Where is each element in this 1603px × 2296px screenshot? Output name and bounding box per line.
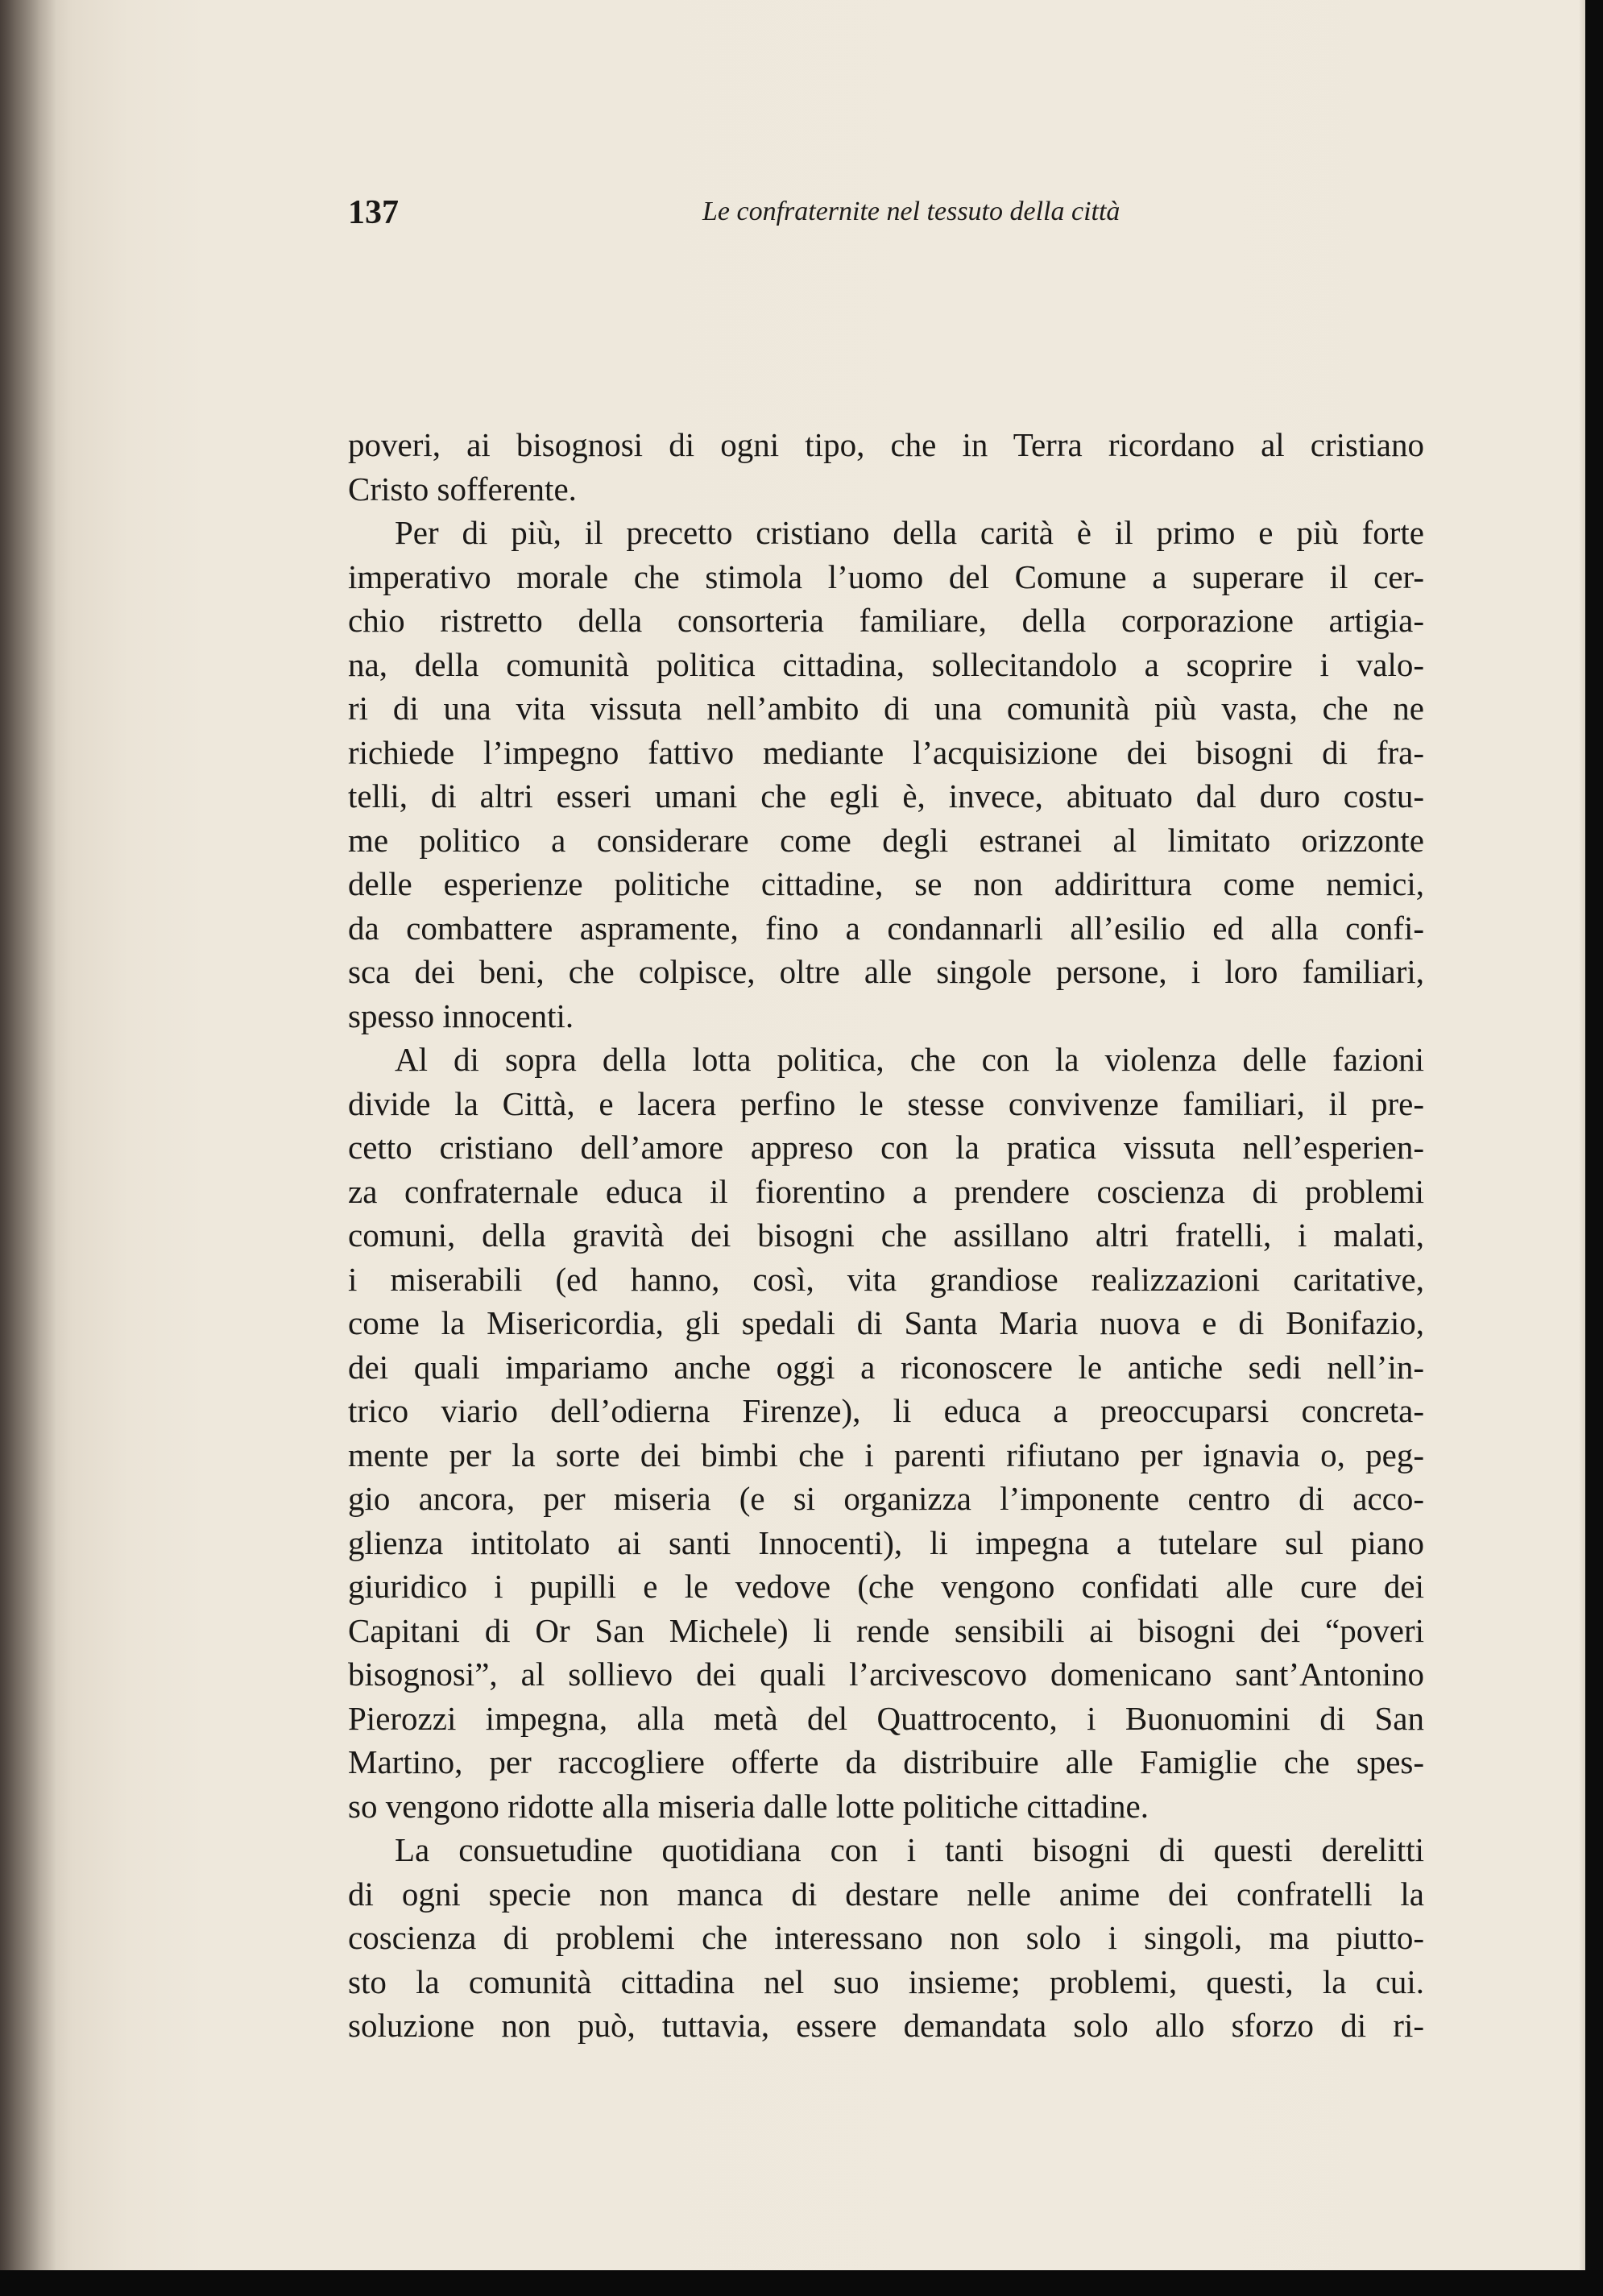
text-line: gio ancora, per miseria (e si organizza l’imponente centro di acco- (348, 1480, 1424, 1517)
text-line: richiede l’impegno fattivo mediante l’acquisizione dei bisogni di fra- (348, 733, 1424, 771)
text-line: cetto cristiano dell’amore appreso con la pratica vissuta nell’esperien- (348, 1129, 1424, 1166)
text-line: trico viario dell’odierna Firenze), li educa a preoccuparsi concreta- (348, 1392, 1424, 1429)
text-line: coscienza di problemi che interessano non solo i singoli, ma piutto- (348, 1919, 1424, 1956)
text-line: delle esperienze politiche cittadine, se non addirittura come nemici, (348, 865, 1424, 902)
text-line: giuridico i pupilli e le vedove (che vengono confidati alle cure dei (348, 1568, 1424, 1605)
text-line: Pierozzi impegna, alla metà del Quattrocento, i Buonuomini di San (348, 1699, 1424, 1737)
text-line: come la Misericordia, gli spedali di Santa Maria nuova e di Bonifazio, (348, 1304, 1424, 1341)
body-text (348, 423, 1424, 2048)
text-line: bisognosi”, al sollievo dei quali l’arcivescovo domenicano sant’Antonino (348, 1656, 1424, 1693)
text-line: spesso innocenti. (348, 997, 574, 1034)
text-line: so vengono ridotte alla miseria dalle lotte politiche cittadine. (348, 1787, 1149, 1825)
text-line: da combattere aspramente, fino a condannarli all’esilio ed alla confi- (348, 909, 1424, 947)
paragraph-first-line: La consuetudine quotidiana con i tanti bisogni di questi derelitti (395, 1831, 1424, 1868)
text-line: comuni, della gravità dei bisogni che assillano altri fratelli, i malati, (348, 1216, 1424, 1254)
running-head: Le confraternite nel tessuto della città (702, 197, 1120, 226)
spine-shadow (0, 0, 56, 2270)
text-line: chio ristretto della consorteria familiare, della corporazione artigia- (348, 602, 1424, 639)
text-line: me politico a considerare come degli estranei al limitato orizzonte (348, 821, 1424, 859)
text-line: Capitani di Or San Michele) li rende sensibili ai bisogni dei “poveri (348, 1611, 1424, 1649)
text-line: Cristo sofferente. (348, 470, 577, 508)
scan-bottom-edge (0, 2270, 1603, 2296)
text-line: glienza intitolato ai santi Innocenti), li impegna a tutelare sul piano (348, 1523, 1424, 1561)
text-line: poveri, ai bisognosi di ogni tipo, che in Terra ricordano al cristiano (348, 426, 1424, 463)
paragraph-first-line: Per di più, il precetto cristiano della carità è il primo e più forte (395, 514, 1424, 551)
paragraph-first-line: Al di sopra della lotta politica, che con la violenza delle fazioni (395, 1041, 1424, 1078)
text-line: telli, di altri esseri umani che egli è, invece, abituato dal duro costu- (348, 777, 1424, 814)
page-number: 137 (348, 194, 399, 231)
text-line: mente per la sorte dei bimbi che i parenti rifiutano per ignavia o, peg- (348, 1436, 1424, 1473)
text-line: sto la comunità cittadina nel suo insieme; problemi, questi, la cui. (348, 1962, 1424, 2000)
text-line: ri di una vita vissuta nell’ambito di una comunità più vasta, che ne (348, 690, 1424, 727)
text-line: soluzione non può, tuttavia, essere demandata solo allo sforzo di ri- (348, 2007, 1424, 2044)
text-line: za confraternale educa il fiorentino a prendere coscienza di problemi (348, 1172, 1424, 1210)
text-line: sca dei beni, che colpisce, oltre alle singole persone, i loro familiari, (348, 953, 1424, 990)
text-line: imperativo morale che stimola l’uomo del Comune a superare il cer- (348, 557, 1424, 595)
text-line: divide la Città, e lacera perfino le stesse convivenze familiari, il pre- (348, 1084, 1424, 1122)
text-line: na, della comunità politica cittadina, sollecitandolo a scoprire i valo- (348, 645, 1424, 683)
page-header (348, 193, 1218, 242)
text-line: di ogni specie non manca di destare nelle anime dei confratelli la (348, 1875, 1424, 1913)
text-line: dei quali impariamo anche oggi a riconoscere le antiche sedi nell’in- (348, 1348, 1424, 1386)
text-line: i miserabili (ed hanno, così, vita grandiose realizzazioni caritative, (348, 1260, 1424, 1298)
text-line: Martino, per raccogliere offerte da distribuire alle Famiglie che spes- (348, 1743, 1424, 1780)
